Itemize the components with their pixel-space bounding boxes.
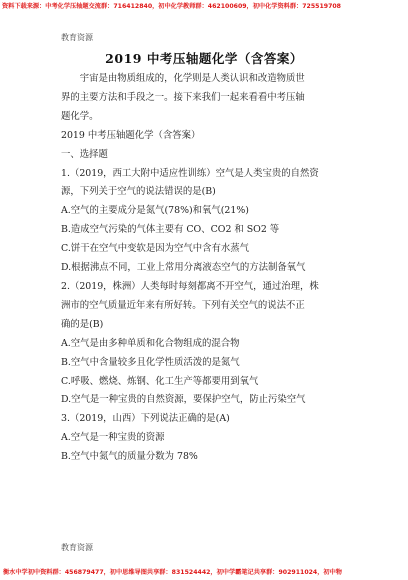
top-banner: 资料下载来源：中考化学压轴题交流群：716412840，初中化学教师群：462100609，初中化学资料群：725519708 xyxy=(2,3,341,10)
paragraph-line: 题化学。 xyxy=(61,110,99,122)
option-line: A.空气的主要成分是氮气(78%)和氧气(21%) xyxy=(61,205,249,217)
section-heading: 2019 中考压轴题化学（含答案） xyxy=(61,129,201,141)
option-line: C.呼吸、燃烧、炼钢、化工生产等都要用到氧气 xyxy=(61,375,259,387)
option-line: A.空气是一种宝贵的资源 xyxy=(61,432,165,444)
section-heading: 一、选择题 xyxy=(61,148,108,160)
question-line: 源，下列关于空气的说法错误的是(B) xyxy=(61,186,216,198)
question-line: 1.（2019，西工大附中适应性训练）空气是人类宝贵的自然资 xyxy=(61,167,319,179)
option-line: B.空气中含量较多且化学性质活泼的是氮气 xyxy=(61,356,240,368)
question-line: 2.（2019，株洲）人类每时每刻都离不开空气，通过治理，株 xyxy=(61,280,319,292)
bottom-banner: 衡水中学初中资料群：456879477，初中思维导图共享群：831524442，初中学霸笔记共享群：902911024，初中物 xyxy=(3,569,342,576)
question-line: 3.（2019，山西）下列说法正确的是(A) xyxy=(61,413,230,425)
option-line: D.空气是一种宝贵的自然资源，要保护空气，防止污染空气 xyxy=(61,394,306,406)
question-line: 洲市的空气质量近年来有所好转。下列有关空气的说法不正 xyxy=(61,299,305,311)
paragraph-line: 宇宙是由物质组成的，化学则是人类认识和改造物质世 xyxy=(79,73,305,84)
page-title: 2019 中考压轴题化学（含答案） xyxy=(105,51,303,66)
option-line: C.饼干在空气中变软是因为空气中含有水蒸气 xyxy=(61,243,249,255)
document-body xyxy=(61,70,347,467)
option-line: D.根据沸点不同，工业上常用分离液态空气的方法制备氧气 xyxy=(61,262,306,274)
option-line: B.空气中氮气的质量分数为 78% xyxy=(61,451,198,463)
question-line: 确的是(B) xyxy=(61,318,104,330)
option-line: B.造成空气污染的气体主要有 CO、CO2 和 SO2 等 xyxy=(61,224,280,236)
option-line: A.空气是由多种单质和化合物组成的混合物 xyxy=(61,337,240,349)
footer-watermark: 教育资源 xyxy=(61,543,93,552)
paragraph-line: 界的主要方法和手段之一。接下来我们一起来看看中考压轴 xyxy=(61,91,305,103)
header-watermark: 教育资源 xyxy=(61,33,93,42)
